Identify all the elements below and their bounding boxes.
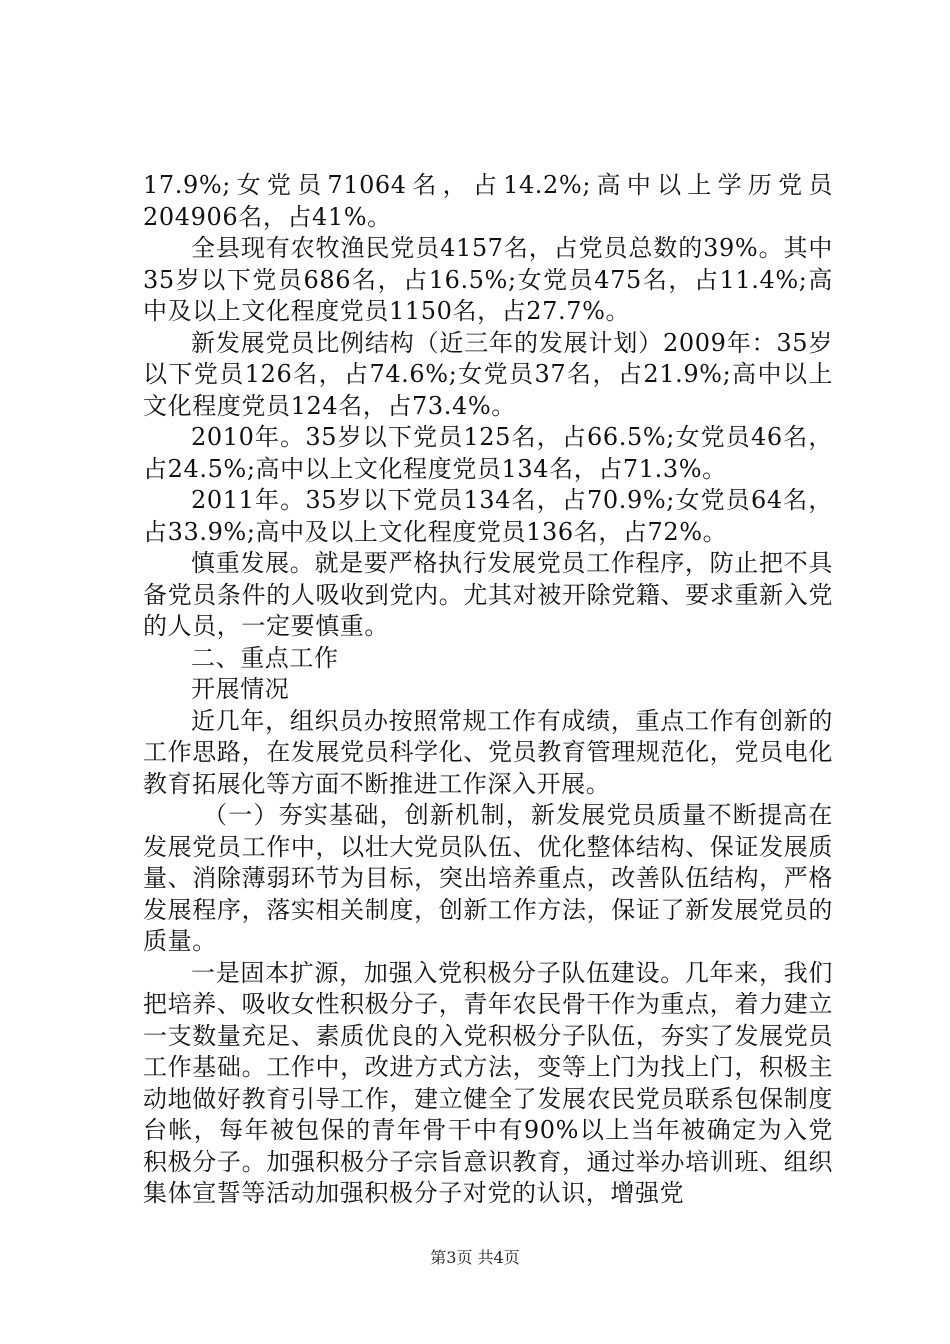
paragraph-2010-plan: 2010年。35岁以下党员125名，占66.5%;女党员46名，占24.5%;高中以上文化程度党员134名，占71.3%。 bbox=[143, 423, 833, 483]
paragraph-foundation: （一）夯实基础，创新机制，新发展党员质量不断提高在发展党员工作中，以壮大党员队伍、优化整体结构、保证发展质量、消除薄弱环节为目标，突出培养重点，改善队伍结构，严格发展程序，落实相关制度，创新工作方法，保证了新发展党员的质量。 bbox=[143, 801, 833, 955]
section-heading-key-work: 二、重点工作 bbox=[191, 643, 339, 672]
paragraph-farmer-members: 全县现有农牧渔民党员4157名，占党员总数的39%。其中35岁以下党员686名，占16.5%;女党员475名，占11.4%;高中及以上文化程度党员1150名，占27.7%。 bbox=[143, 234, 833, 325]
paragraph-recent-years: 近几年，组织员办按照常规工作有成绩，重点工作有创新的工作思路，在发展党员科学化、党员教育管理规范化，党员电化教育拓展化等方面不断推进工作深入开展。 bbox=[143, 706, 833, 798]
paragraph-continuation: 17.9%;女党员71064名，占14.2%;高中以上学历党员204906名，占41%。 bbox=[143, 171, 833, 231]
subheading-progress: 开展情况 bbox=[191, 675, 290, 703]
paragraph-activists: 一是固本扩源，加强入党积极分子队伍建设。几年来，我们把培养、吸收女性积极分子，青年农民骨干作为重点，着力建立一支数量充足、素质优良的入党积极分子队伍，夯实了发展党员工作基础。工作中，改进方式方法，变等上门为找上门，积极主动地做好教育引导工作，建立健全了发展农民党员联系包保制度台帐，每年被包保的青年骨干中有90%以上当年被确定为入党积极分子。加强积极分子宗旨意识教育，通过举办培训班、组织集体宣誓等活动加强积极分子对党的认识，增强党 bbox=[143, 958, 833, 1207]
document-body bbox=[143, 170, 833, 1210]
paragraph-2009-plan: 新发展党员比例结构（近三年的发展计划）2009年：35岁以下党员126名，占74.6%;女党员37名，占21.9%;高中以上文化程度党员124名，占73.4%。 bbox=[143, 328, 833, 420]
page-number-footer: 第3页 共4页 bbox=[430, 1248, 520, 1267]
paragraph-careful-development: 慎重发展。就是要严格执行发展党员工作程序，防止把不具备党员条件的人吸收到党内。尤其对被开除党籍、要求重新入党的人员，一定要慎重。 bbox=[143, 549, 833, 640]
paragraph-2011-plan: 2011年。35岁以下党员134名，占70.9%;女党员64名，占33.9%;高中及以上文化程度党员136名，占72%。 bbox=[143, 486, 833, 546]
